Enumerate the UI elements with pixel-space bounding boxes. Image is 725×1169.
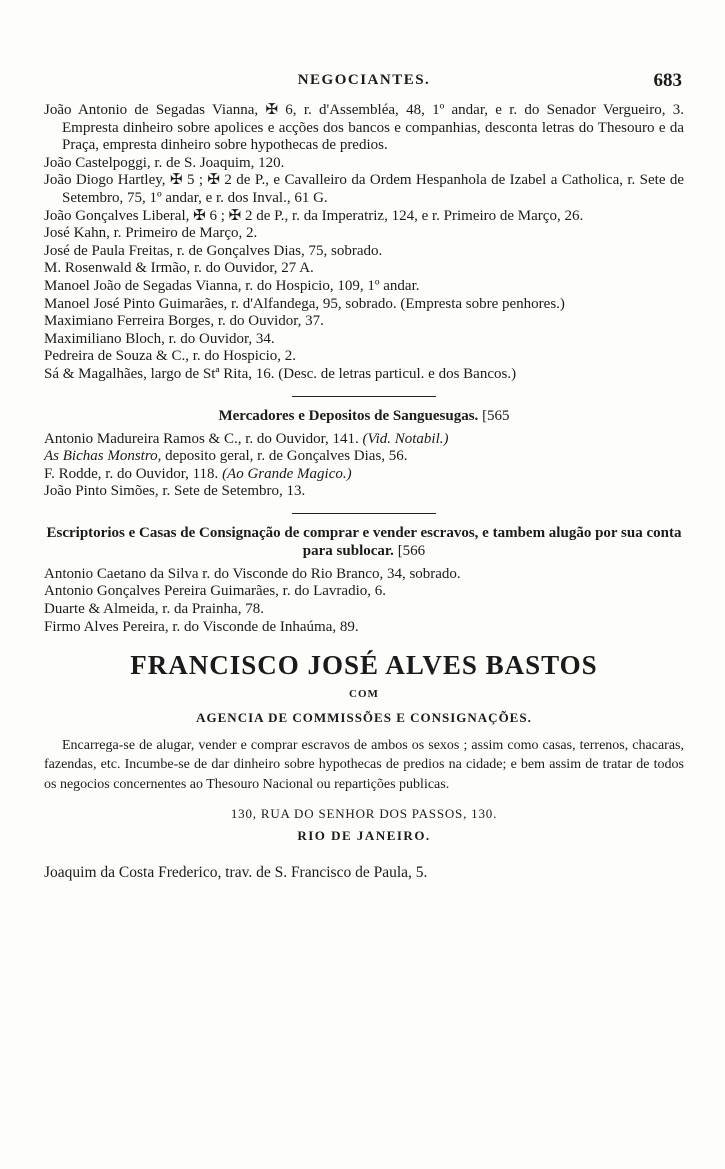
list-item: Firmo Alves Pereira, r. do Visconde de Inhaúma, 89. bbox=[44, 618, 359, 635]
section-heading-slaves bbox=[44, 524, 684, 560]
advert-com: COM bbox=[349, 688, 379, 701]
final-entry: Joaquim da Costa Frederico, trav. de S. Francisco de Paula, 5. bbox=[44, 863, 428, 881]
entry-text: 2 de P., r. da Imperatriz, 124, e r. Primeiro de Março, 26. bbox=[244, 207, 584, 224]
order-badge-icon: ✠ bbox=[265, 102, 279, 118]
entry-note: (Ao Grande Magico.) bbox=[222, 465, 352, 482]
section-code: [566 bbox=[397, 542, 426, 559]
entry-text: José de Paula Freitas, r. de Gonçalves Dias, 75, sobrado. bbox=[44, 242, 383, 259]
page-header bbox=[44, 72, 684, 102]
entry-text: 5 ; bbox=[186, 172, 203, 189]
entry-text: deposito geral, r. de Gonçalves Dias, 56. bbox=[165, 448, 408, 465]
list-item bbox=[44, 483, 684, 501]
entry-text: José Kahn, r. Primeiro de Março, 2. bbox=[44, 225, 258, 242]
section-title: Mercadores e Depositos de Sanguesugas. bbox=[218, 407, 479, 424]
merchant-list bbox=[44, 102, 684, 384]
page-number: 683 bbox=[653, 70, 682, 91]
list-item bbox=[44, 296, 684, 314]
entry-text: João Gonçalves Liberal, bbox=[44, 207, 190, 224]
section-title: Escriptorios e Casas de Consignação de comprar e vender escravos, e tambem alugão por sua conta para sublocar. bbox=[46, 524, 682, 559]
order-badge-icon: ✠ bbox=[169, 172, 183, 189]
list-item: Duarte & Almeida, r. da Prainha, 78. bbox=[44, 601, 264, 618]
entry-text: Maximiliano Bloch, r. do Ouvidor, 34. bbox=[44, 330, 275, 347]
list-item: Antonio Caetano da Silva r. do Visconde do Rio Branco, 34, sobrado. bbox=[44, 565, 461, 582]
advert-city: RIO DE JANEIRO. bbox=[297, 827, 431, 843]
entry-text: João Pinto Simões, r. Sete de Setembro, 13. bbox=[44, 483, 306, 500]
entry-text: Maximiano Ferreira Borges, r. do Ouvidor, 37. bbox=[44, 313, 324, 330]
list-item bbox=[44, 208, 684, 226]
list-item bbox=[44, 366, 684, 384]
list-item bbox=[44, 243, 684, 261]
entry-text: Pedreira de Souza & C., r. do Hospicio, 2. bbox=[44, 348, 297, 365]
list-item bbox=[44, 102, 684, 155]
list-item bbox=[44, 448, 684, 466]
entry-text: F. Rodde, r. do Ouvidor, 118. bbox=[44, 465, 219, 482]
entry-text: 2 de P., e Cavalleiro da Ordem Hespanhola de Izabel a Catholica, r. Sete de Setembro, 75, 1º andar, e r. dos Inval., 61 G. bbox=[62, 172, 685, 206]
entry-text: João Diogo Hartley, bbox=[44, 172, 166, 189]
list-item bbox=[44, 225, 684, 243]
section-code: [565 bbox=[482, 407, 510, 424]
entry-text: Antonio Madureira Ramos & C., r. do Ouvidor, 141. bbox=[44, 430, 359, 447]
cross-icon: ✠ bbox=[207, 172, 220, 189]
list-item bbox=[44, 278, 684, 296]
section-divider bbox=[292, 513, 436, 514]
cross-icon: ✠ bbox=[228, 207, 242, 224]
list-item: Antonio Gonçalves Pereira Guimarães, r. do Lavradio, 6. bbox=[44, 583, 386, 600]
list-item bbox=[44, 172, 684, 207]
entry-text: João Antonio de Segadas Vianna, bbox=[44, 102, 259, 118]
entry-text: Manoel José Pinto Guimarães, r. d'Alfandega, 95, sobrado. (Empresta sobre penhores.) bbox=[44, 295, 565, 312]
consignment-list bbox=[44, 566, 684, 636]
entry-text: 6 ; bbox=[209, 207, 225, 224]
list-item bbox=[44, 466, 684, 484]
directory-page bbox=[44, 72, 684, 882]
list-item bbox=[44, 331, 684, 349]
leech-list bbox=[44, 431, 684, 501]
advert-agency: AGENCIA DE COMMISSÕES E CONSIGNAÇÕES. bbox=[196, 710, 532, 726]
advert-body: Encarrega-se de alugar, vender e comprar escravos de ambos os sexos ; assim como casas, terrenos, chacaras, fazendas, etc. Incumbe-se de dar dinheiro sobre hypothecas de predios na cidade; e bem assim de tratar de todos os negocios concernentes ao Thesouro Nacional ou repartições publicas. bbox=[44, 738, 684, 792]
advert-address: 130, RUA DO SENHOR DOS PASSOS, 130. bbox=[230, 805, 498, 821]
list-item bbox=[44, 260, 684, 278]
advertisement bbox=[44, 650, 684, 844]
order-badge-icon: ✠ bbox=[193, 207, 206, 224]
entry-text: 6, r. d'Assembléa, 48, 1º andar, e r. do Senador Vergueiro, 3. Empresta dinheiro sobre apolices e acções dos bancos e companhias, desconta letras do Thesouro e da Praça, empresta dinheiro sobre hypothecas de predios. bbox=[62, 102, 684, 154]
entry-text: M. Rosenwald & Irmão, r. do Ouvidor, 27 A. bbox=[44, 260, 314, 277]
entry-text: João Castelpoggi, r. de S. Joaquim, 120. bbox=[44, 154, 285, 171]
entry-note: As Bichas Monstro, bbox=[44, 448, 162, 465]
entry-text: Manoel João de Segadas Vianna, r. do Hospicio, 109, 1º andar. bbox=[44, 277, 420, 294]
advert-title: FRANCISCO JOSÉ ALVES BASTOS bbox=[130, 650, 598, 681]
section-divider bbox=[292, 396, 436, 397]
entry-text: Sá & Magalhães, largo de Stª Rita, 16. (Desc. de letras particul. e dos Bancos.) bbox=[44, 365, 517, 382]
list-item bbox=[44, 155, 684, 173]
list-item bbox=[44, 348, 684, 366]
list-item bbox=[44, 313, 684, 331]
entry-note: (Vid. Notabil.) bbox=[362, 430, 449, 447]
section-heading-leeches bbox=[44, 407, 684, 425]
list-item bbox=[44, 431, 684, 449]
running-title: NEGOCIANTES. bbox=[297, 72, 431, 88]
